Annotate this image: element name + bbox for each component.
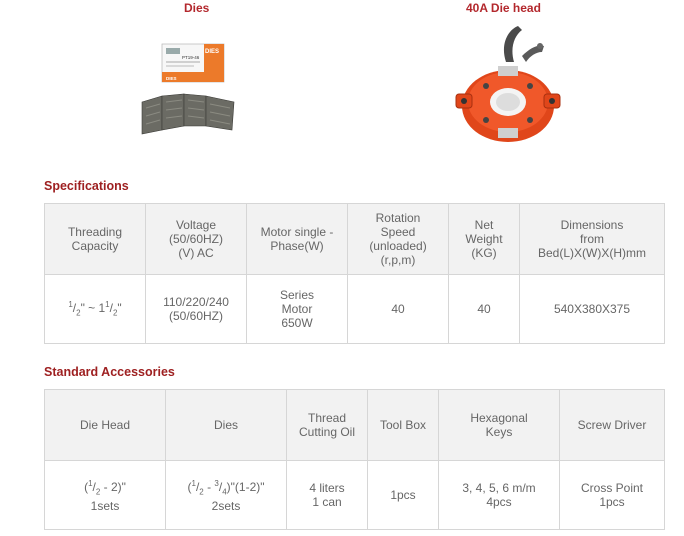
cell-rotation-speed: 40 — [348, 275, 449, 344]
header-line: from — [580, 232, 604, 246]
header-line: (V) AC — [178, 246, 214, 260]
header-line: Cutting Oil — [298, 425, 356, 439]
header-rotation-speed — [348, 204, 449, 275]
header-cutting-oil — [287, 390, 368, 461]
cell-dimensions: 540X380X375 — [520, 275, 665, 344]
header-line: (KG) — [471, 246, 497, 260]
header-line: (50/60HZ) — [168, 232, 224, 246]
header-line: Rotation — [375, 211, 421, 225]
header-line: Weight — [465, 232, 503, 246]
header-line: (unloaded) — [369, 239, 427, 253]
die-head-illustration — [450, 22, 568, 150]
accessories-data-row — [45, 461, 665, 530]
fraction-numerator: 1 — [191, 478, 196, 488]
die-head-product-label: 40A Die head — [466, 1, 541, 15]
dies-dash: - — [203, 479, 215, 494]
header-dimensions — [520, 204, 665, 275]
cell-hexagonal-keys — [439, 461, 560, 530]
box-bottom-text: DIES — [166, 76, 177, 81]
motor-line: Series — [279, 288, 314, 302]
header-line: Voltage — [175, 218, 217, 232]
driver-line: 1pcs — [599, 495, 625, 509]
die-head-rest: - 2)" — [100, 479, 126, 494]
die-head-product-image — [450, 22, 568, 150]
box-brand-text: DIES — [205, 49, 220, 55]
dies-qty: 2sets — [211, 499, 241, 514]
voltage-line: (50/60HZ) — [168, 309, 224, 323]
paren-open: ( — [84, 479, 89, 494]
driver-line: Cross Point — [580, 481, 644, 495]
header-line: Dimensions — [560, 218, 624, 232]
specifications-header-row — [45, 204, 665, 275]
cell-voltage — [146, 275, 247, 344]
header-line: Bed(L)X(W)X(H)mm — [538, 246, 646, 260]
specifications-data-row — [45, 275, 665, 344]
motor-line: Motor — [281, 302, 313, 316]
header-hexagonal-keys — [439, 390, 560, 461]
cell-tool-box: 1pcs — [368, 461, 439, 530]
fraction-numerator: 3 — [214, 478, 219, 488]
header-screw-driver: Screw Driver — [560, 390, 665, 461]
voltage-line: 110/220/240 — [163, 295, 229, 309]
dies-product-image — [138, 38, 238, 138]
oil-line: 4 liters — [309, 481, 345, 495]
accessories-title: Standard Accessories — [44, 365, 175, 379]
die-head-line1: $(^1/_2 - 2)$" — [84, 478, 126, 497]
cell-screw-driver — [560, 461, 665, 530]
motor-line: 650W — [281, 316, 313, 330]
capacity-end-text: " — [117, 300, 122, 315]
fraction-denominator: 4 — [222, 487, 227, 497]
header-line: Motor single - — [260, 225, 334, 239]
cell-dies — [166, 461, 287, 530]
accessories-header-row — [45, 390, 665, 461]
oil-line: 1 can — [312, 495, 342, 509]
cell-cutting-oil — [287, 461, 368, 530]
header-line: Threading — [67, 225, 123, 239]
header-dies: Dies — [166, 390, 287, 461]
header-line: Thread — [307, 411, 347, 425]
cell-motor — [247, 275, 348, 344]
cell-threading-capacity: $^1/_2$" ~ $1^1/_2$" — [45, 275, 146, 344]
header-line: Capacity — [71, 239, 119, 253]
fraction-denominator: 2 — [112, 308, 118, 318]
die-head-qty: 1sets — [90, 499, 120, 514]
header-motor — [247, 204, 348, 275]
header-tool-box: Tool Box — [368, 390, 439, 461]
capacity-mid-text: " ~ 1 — [80, 300, 106, 315]
keys-line: 3, 4, 5, 6 m/m — [462, 481, 536, 495]
keys-line: 4pcs — [486, 495, 512, 509]
header-line: Keys — [485, 425, 513, 439]
fraction-denominator: 2 — [76, 308, 81, 318]
header-threading-capacity — [45, 204, 146, 275]
paren-open: ( — [187, 479, 192, 494]
header-line: Speed — [380, 225, 416, 239]
header-voltage — [146, 204, 247, 275]
dies-line1: ($^1/_2$ - $^3/_4)"(1-2)$" — [187, 478, 265, 497]
box-model-text: PT19-46 — [182, 55, 200, 60]
fraction-numerator: 1 — [88, 478, 93, 488]
dies-product-label: Dies — [184, 1, 210, 15]
fraction-numerator: 1 — [68, 299, 73, 309]
header-line: Phase(W) — [270, 239, 324, 253]
dies-illustration — [138, 38, 238, 138]
header-line: Hexagonal — [470, 411, 528, 425]
fraction-numerator: 1 — [105, 299, 110, 309]
fraction-denominator: 2 — [199, 487, 204, 497]
specifications-table — [44, 203, 665, 344]
cell-net-weight: 40 — [449, 275, 520, 344]
cell-die-head — [45, 461, 166, 530]
accessories-table — [44, 389, 665, 530]
fraction-denominator: 2 — [95, 487, 101, 497]
header-net-weight — [449, 204, 520, 275]
specifications-title: Specifications — [44, 179, 129, 193]
header-line: (r,p,m) — [380, 253, 416, 267]
header-die-head: Die Head — [45, 390, 166, 461]
dies-rest: )"(1-2)" — [226, 479, 265, 494]
header-line: Net — [474, 218, 494, 232]
